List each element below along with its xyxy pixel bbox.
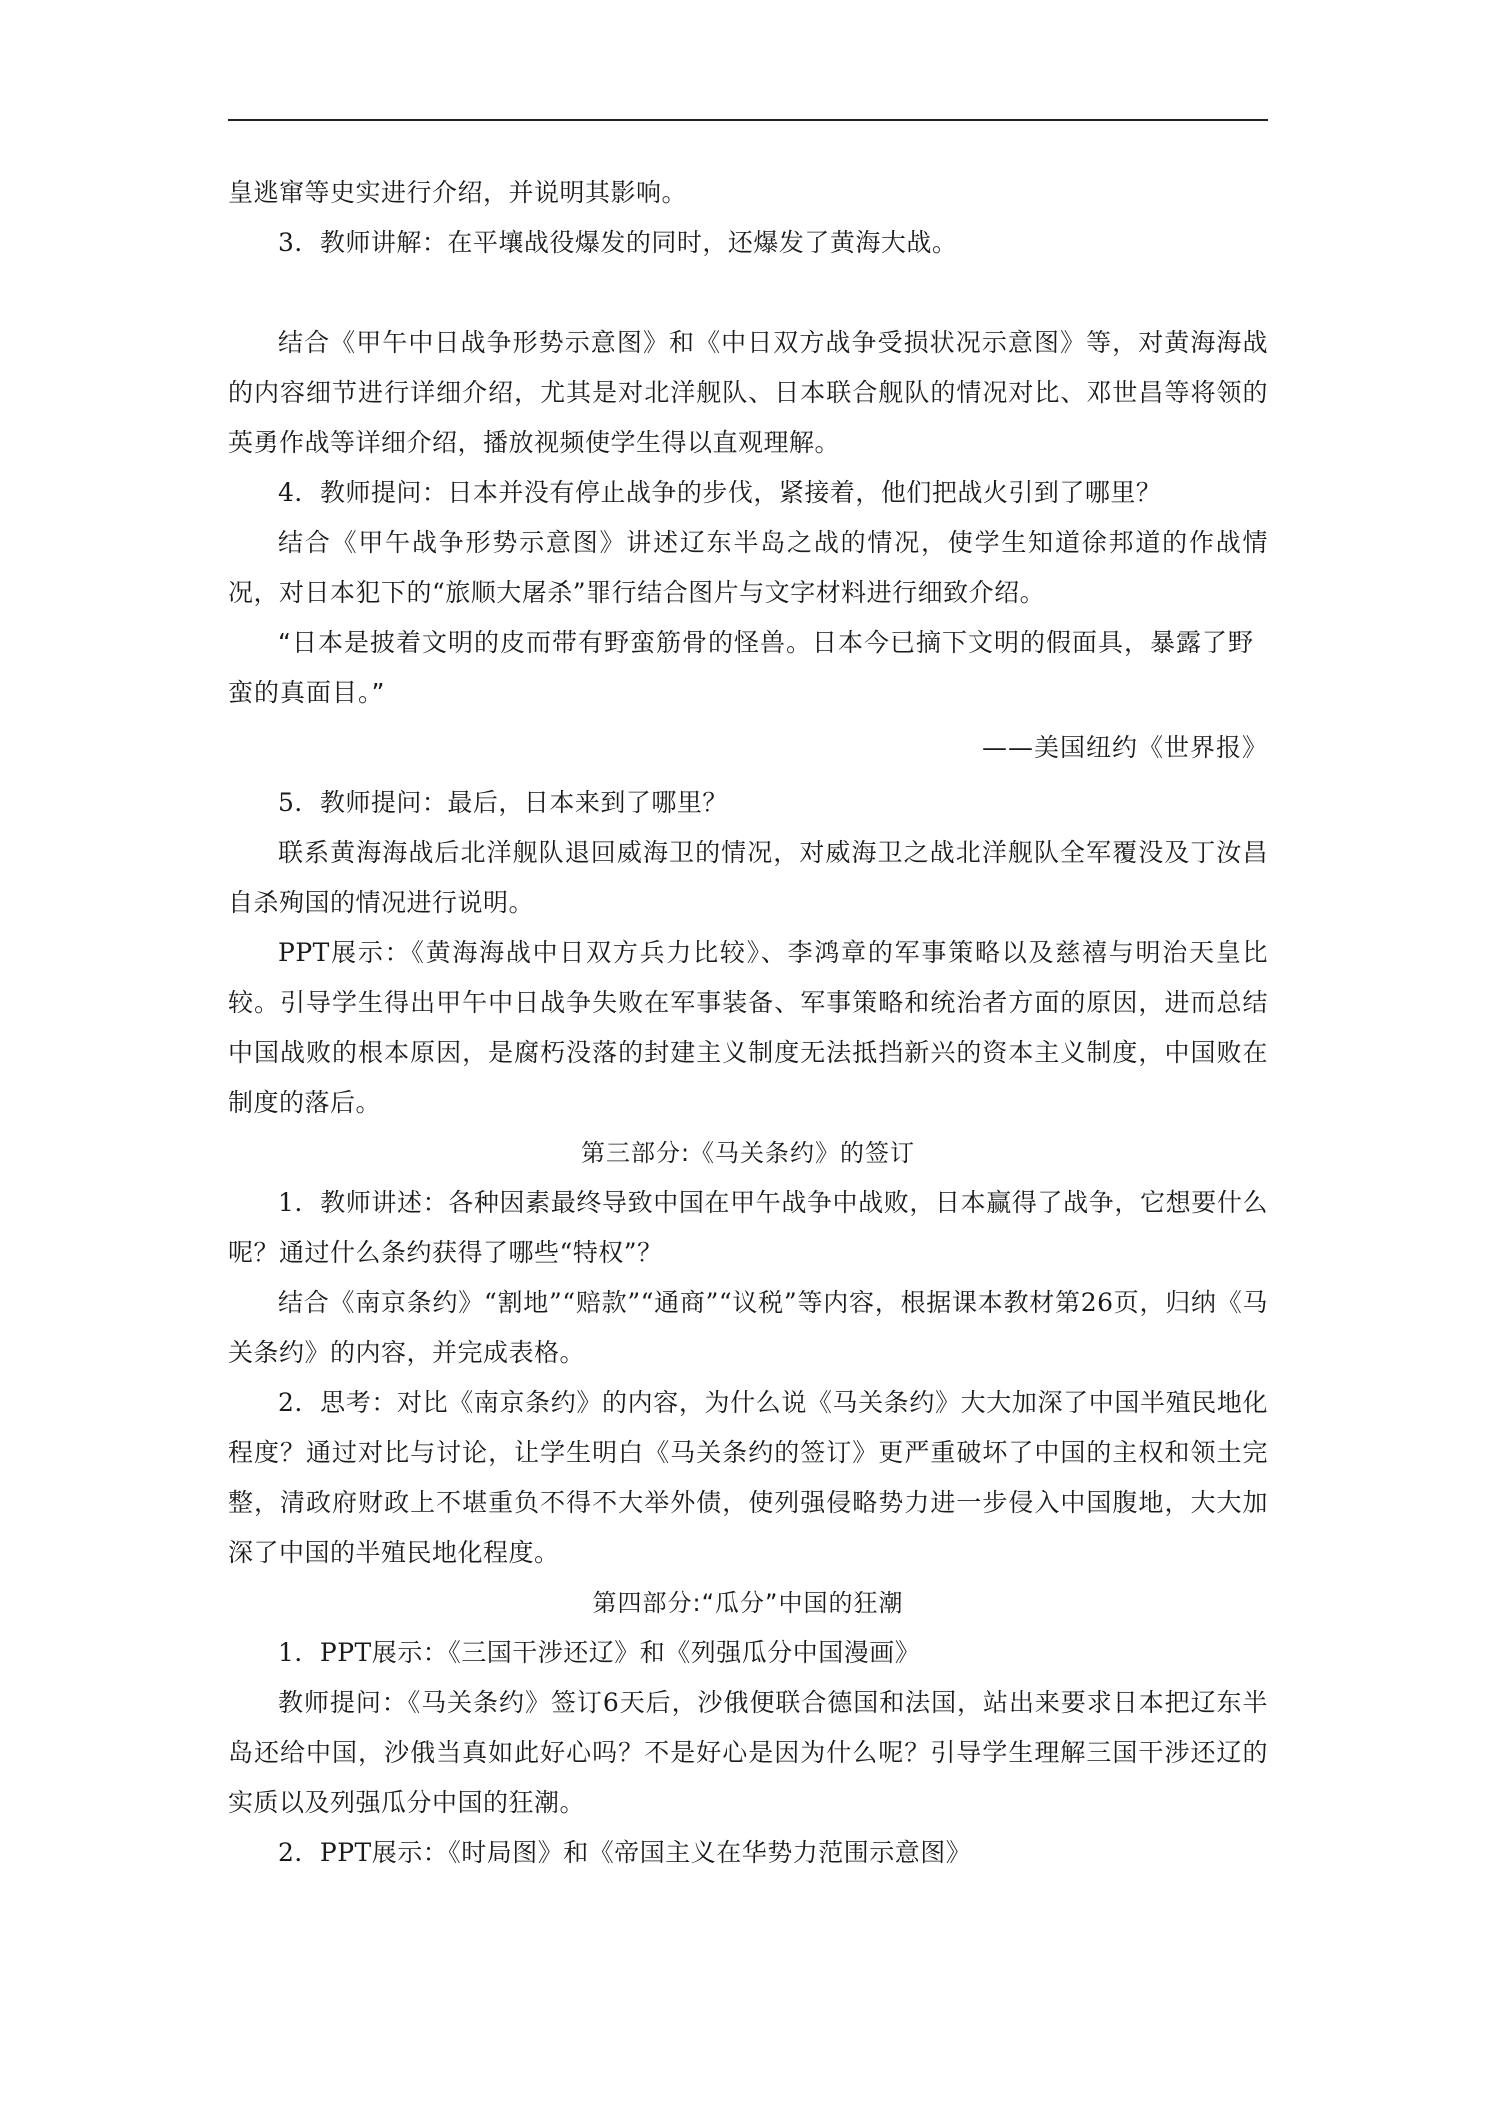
paragraph: 结合《南京条约》“割地”“赔款”“通商”“议税”等内容，根据课本教材第26页，归纳《马关条约》的内容，并完成表格。 xyxy=(228,1288,1268,1367)
document-body xyxy=(228,168,1268,1878)
quote-attribution: ——美国纽约《世界报》 xyxy=(981,733,1268,762)
paragraph: 2．PPT展示：《时局图》和《帝国主义在华势力范围示意图》 xyxy=(278,1838,972,1867)
paragraph: 1．PPT展示：《三国干涉还辽》和《列强瓜分中国漫画》 xyxy=(278,1638,921,1667)
paragraph: PPT展示：《黄海海战中日双方兵力比较》、李鸿章的军事策略以及慈禧与明治天皇比较。引导学生得出甲午中日战争失败在军事装备、军事策略和统治者方面的原因，进而总结中国战败的根本原因，是腐朽没落的封建主义制度无法抵挡新兴的资本主义制度，中国败在制度的落后。 xyxy=(228,938,1268,1117)
paragraph: 结合《甲午战争形势示意图》讲述辽东半岛之战的情况，使学生知道徐邦道的作战情况，对日本犯下的“旅顺大屠杀”罪行结合图片与文字材料进行细致介绍。 xyxy=(228,528,1268,607)
paragraph: 教师提问：《马关条约》签订6天后，沙俄便联合德国和法国，站出来要求日本把辽东半岛还给中国，沙俄当真如此好心吗？不是好心是因为什么呢？引导学生理解三国干涉还辽的实质以及列强瓜分中国的狂潮。 xyxy=(228,1688,1268,1817)
header-rule xyxy=(228,119,1268,121)
paragraph: 1．教师讲述：各种因素最终导致中国在甲午战争中战败，日本赢得了战争，它想要什么呢？通过什么条约获得了哪些“特权”？ xyxy=(228,1188,1268,1267)
paragraph: 2．思考：对比《南京条约》的内容，为什么说《马关条约》大大加深了中国半殖民地化程度？通过对比与讨论，让学生明白《马关条约的签订》更严重破坏了中国的主权和领土完整，清政府财政上不堪重负不得不大举外债，使列强侵略势力进一步侵入中国腹地，大大加深了中国的半殖民地化程度。 xyxy=(228,1388,1268,1567)
paragraph: 联系黄海海战后北洋舰队退回威海卫的情况，对威海卫之战北洋舰队全军覆没及丁汝昌自杀殉国的情况进行说明。 xyxy=(228,838,1268,917)
section-heading: 第三部分:《马关条约》的签订 xyxy=(580,1139,916,1167)
paragraph: 4．教师提问：日本并没有停止战争的步伐，紧接着，他们把战火引到了哪里？ xyxy=(278,478,1162,507)
paragraph: 5．教师提问：最后，日本来到了哪里？ xyxy=(278,788,728,817)
paragraph: 3．教师讲解：在平壤战役爆发的同时，还爆发了黄海大战。 xyxy=(278,228,958,257)
paragraph: 结合《甲午中日战争形势示意图》和《中日双方战争受损状况示意图》等，对黄海海战的内容细节进行详细介绍，尤其是对北洋舰队、日本联合舰队的情况对比、邓世昌等将领的英勇作战等详细介绍，播放视频使学生得以直观理解。 xyxy=(228,328,1268,457)
spacer xyxy=(228,268,1268,318)
block-quote: “日本是披着文明的皮而带有野蛮筋骨的怪兽。日本今已摘下文明的假面具，暴露了野蛮的真面目。” xyxy=(228,628,1254,707)
section-heading: 第四部分:“瓜分”中国的狂潮 xyxy=(592,1589,904,1617)
paragraph: 皇逃窜等史实进行介绍，并说明其影响。 xyxy=(228,178,688,207)
